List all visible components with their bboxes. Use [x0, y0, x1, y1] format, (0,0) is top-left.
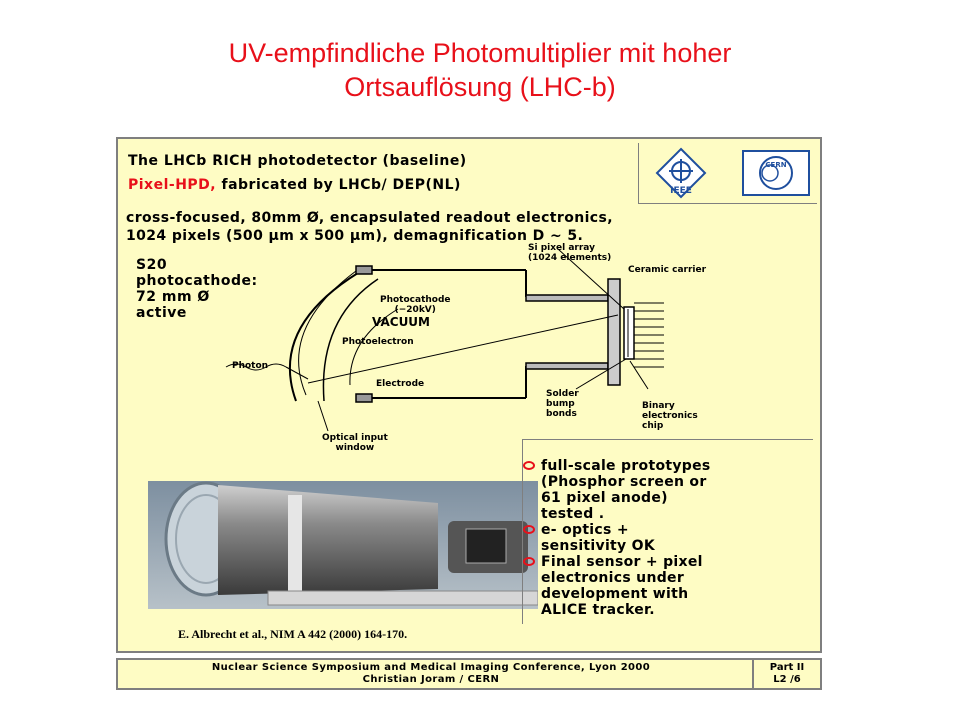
- footer-text: [118, 662, 744, 686]
- photo-tube-body: [218, 485, 438, 595]
- desc-line2: 1024 pixels (500 µm x 500 µm), demagnification D ~ 5.: [126, 228, 584, 244]
- embedded-slide: [116, 137, 822, 653]
- optical-window-pointer: [318, 401, 328, 431]
- bullet-item-3: Final sensor + pixel electronics under development with ALICE tracker.: [541, 554, 703, 618]
- photo-ruler: [268, 591, 538, 605]
- footer-line2: Christian Joram / CERN: [362, 674, 500, 685]
- optical-window-inner: [299, 271, 356, 395]
- bullet-marker-icon: [523, 557, 535, 566]
- photoelectron-path: [308, 315, 618, 383]
- label-vacuum: VACUUM: [372, 315, 430, 329]
- page-title-line1: UV-empfindliche Photomultiplier mit hoher: [228, 38, 732, 68]
- bullet-list: [522, 439, 813, 624]
- footer-line1: Nuclear Science Symposium and Medical Imaging Conference, Lyon 2000: [211, 662, 651, 673]
- ieee-logo-text: IEEE: [670, 186, 692, 196]
- label-optical: Optical input window: [322, 433, 388, 453]
- page-title: [0, 36, 960, 104]
- slide-footer: [116, 658, 822, 690]
- window-flange-top: [356, 266, 372, 274]
- bullet-item-2: e- optics + sensitivity OK: [541, 522, 655, 554]
- ceramic-bottom-stripe: [526, 363, 608, 369]
- label-photoelectron: Photoelectron: [342, 337, 414, 347]
- bullet-marker-icon: [523, 525, 535, 534]
- subheading-black: fabricated by LHCb/ DEP(NL): [216, 177, 461, 193]
- s20-line2: photocathode:: [136, 273, 258, 289]
- s20-line3: 72 mm Ø: [136, 289, 210, 305]
- pixel-chip: [624, 307, 634, 359]
- hpd-diagram: [118, 139, 820, 469]
- label-photocathode: Photocathode (−20kV): [380, 295, 451, 315]
- label-photon: Photon: [232, 361, 269, 371]
- citation: E. Albrecht et al., NIM A 442 (2000) 164-170.: [178, 627, 408, 641]
- photo-chip: [466, 529, 506, 563]
- prototype-photo: [148, 481, 538, 609]
- window-flange-bottom: [356, 394, 372, 402]
- subheading-red: Pixel-HPD,: [128, 177, 217, 193]
- bullet-marker-icon: [523, 461, 535, 470]
- s20-line1: S20: [136, 257, 168, 273]
- label-ceramic: Ceramic carrier: [628, 265, 707, 275]
- footer-part: [752, 660, 820, 688]
- pin-array: [634, 303, 664, 367]
- ceramic-top-stripe: [526, 295, 608, 301]
- label-electrode: Electrode: [376, 379, 425, 389]
- page-title-line2: Ortsauflösung (LHC-b): [344, 72, 616, 102]
- footer-part1: Part II: [769, 662, 805, 673]
- s20-line4: active: [136, 305, 187, 321]
- label-binary: Binary electronics chip: [642, 401, 698, 431]
- slide-heading: The LHCb RICH photodetector (baseline): [128, 153, 467, 169]
- label-si-pixel: Si pixel array (1024 elements): [528, 243, 612, 263]
- footer-part2: L2 /6: [773, 674, 801, 685]
- photo-white-ring: [288, 495, 302, 593]
- label-solder: Solder bump bonds: [546, 389, 579, 419]
- cern-logo-text: CERN: [765, 161, 787, 169]
- bullet-item-1: full-scale prototypes (Phosphor screen or 61 pixel anode) tested .: [541, 458, 711, 522]
- diagram-drawing: [226, 249, 664, 431]
- desc-line1: cross-focused, 80mm Ø, encapsulated readout electronics,: [126, 210, 613, 226]
- binary-pointer: [630, 361, 648, 389]
